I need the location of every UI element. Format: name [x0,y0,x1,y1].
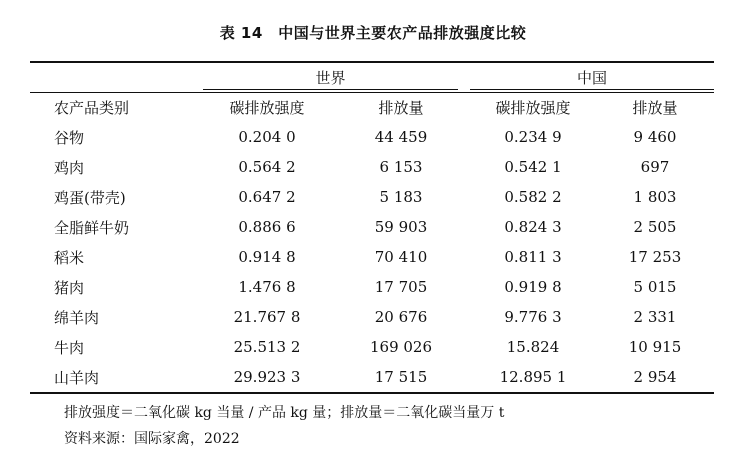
column-header-china-intensity: 碳排放强度 [495,98,571,117]
table-title: 表 14 中国与世界主要农产品排放强度比较 [219,24,527,42]
cell-category: 稻米 [54,248,85,267]
cell-world-emission: 44 459 [374,128,428,146]
cell-world-emission: 20 676 [374,308,428,326]
cell-world-intensity: 0.886 6 [238,218,296,236]
cell-category: 山羊肉 [54,368,100,387]
column-header-china-emission: 排放量 [632,98,678,117]
column-header-row [30,92,714,122]
table-bottom-rule [30,392,714,394]
cell-china-emission: 17 253 [628,248,682,266]
group-rule-china [470,89,714,90]
cell-world-intensity: 1.476 8 [238,278,296,296]
cell-world-emission: 5 183 [379,188,423,206]
cell-china-emission: 10 915 [628,338,682,356]
cell-world-emission: 17 705 [374,278,428,296]
cell-world-emission: 169 026 [369,338,433,356]
table-row [30,152,714,182]
cell-china-intensity: 0.582 2 [504,188,562,206]
cell-world-intensity: 0.914 8 [238,248,296,266]
cell-category: 牛肉 [54,338,85,357]
cell-china-intensity: 0.234 9 [504,128,562,146]
cell-world-emission: 59 903 [374,218,428,236]
cell-china-intensity: 0.811 3 [504,248,562,266]
cell-category: 鸡蛋(带壳) [54,188,126,207]
cell-world-intensity: 0.564 2 [238,158,296,176]
emission-table [30,92,714,392]
table-row [30,242,714,272]
table-row [30,302,714,332]
cell-category: 全脂鲜牛奶 [54,218,130,237]
cell-china-intensity: 12.895 1 [499,368,567,386]
column-header-category: 农产品类别 [54,98,130,117]
group-header-china: 中国 [576,69,607,87]
cell-china-emission: 2 505 [633,218,677,236]
column-header-world-intensity: 碳排放强度 [229,98,305,117]
cell-china-intensity: 9.776 3 [504,308,562,326]
cell-world-emission: 17 515 [374,368,428,386]
table-note-units: 排放强度＝二氧化碳 kg 当量 / 产品 kg 量；排放量＝二氧化碳当量万 t [64,405,505,421]
column-header-world-emission: 排放量 [378,98,424,117]
cell-world-intensity: 21.767 8 [233,308,301,326]
group-rule-world [203,89,458,90]
cell-world-emission: 6 153 [379,158,423,176]
cell-category: 绵羊肉 [54,308,100,327]
table-row [30,332,714,362]
cell-china-emission: 2 331 [633,308,677,326]
table-row [30,362,714,392]
cell-world-intensity: 25.513 2 [233,338,301,356]
cell-world-intensity: 0.204 0 [238,128,296,146]
group-header-world: 世界 [315,69,346,87]
cell-china-emission: 5 015 [633,278,677,296]
cell-china-intensity: 15.824 [506,338,560,356]
cell-china-intensity: 0.919 8 [504,278,562,296]
cell-china-emission: 1 803 [633,188,677,206]
cell-china-intensity: 0.542 1 [504,158,562,176]
cell-world-emission: 70 410 [374,248,428,266]
table-row [30,122,714,152]
table-row [30,212,714,242]
table-row [30,182,714,212]
cell-category: 猪肉 [54,278,85,297]
cell-world-intensity: 0.647 2 [238,188,296,206]
cell-world-intensity: 29.923 3 [233,368,301,386]
cell-china-intensity: 0.824 3 [504,218,562,236]
table-top-rule [30,61,714,63]
cell-china-emission: 2 954 [633,368,677,386]
cell-category: 谷物 [54,128,85,147]
cell-china-emission: 697 [640,158,670,176]
table-note-source: 资料来源：国际家禽，2022 [64,431,240,447]
table-row [30,272,714,302]
cell-china-emission: 9 460 [633,128,677,146]
cell-category: 鸡肉 [54,158,85,177]
